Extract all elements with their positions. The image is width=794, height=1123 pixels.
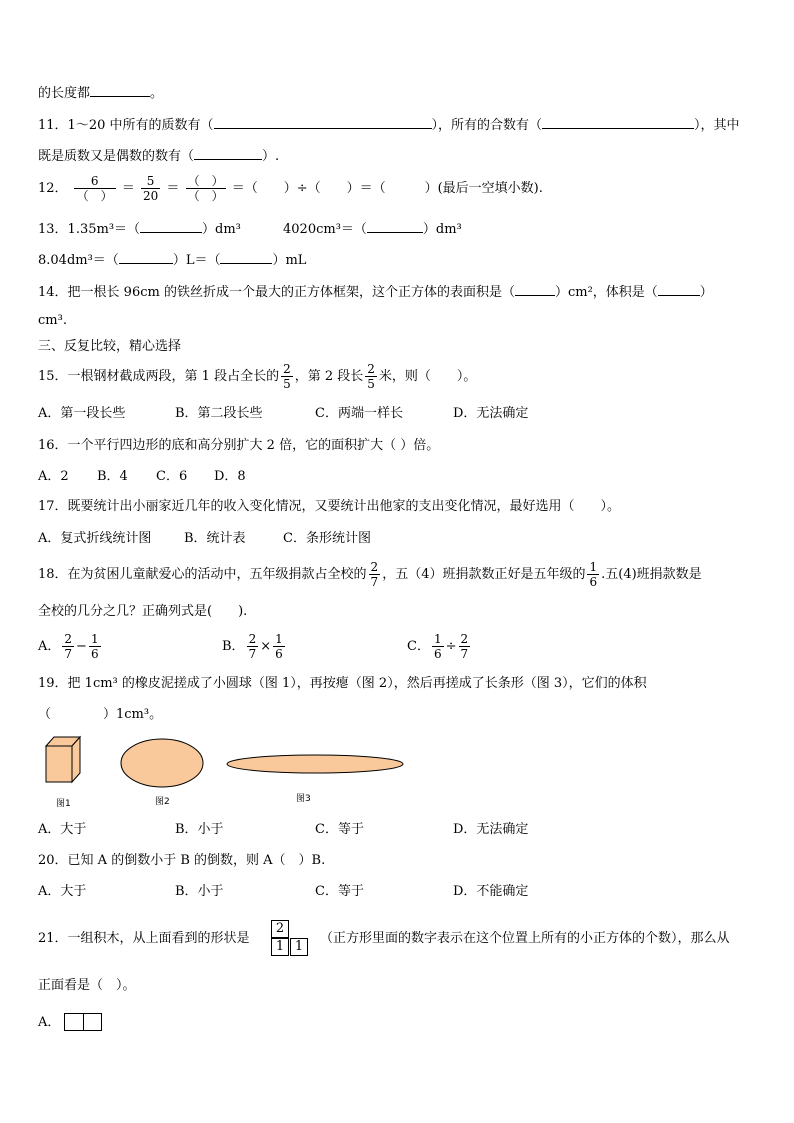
option-c[interactable]: C．等于 bbox=[315, 822, 364, 837]
option-b[interactable]: B．小于 bbox=[175, 884, 224, 899]
answer-blank[interactable] bbox=[515, 281, 555, 296]
figure-shapes bbox=[40, 732, 410, 792]
figure-caption: 图1 bbox=[56, 799, 71, 809]
option-a[interactable]: A．复式折线统计图 bbox=[38, 531, 152, 546]
option-a[interactable]: A．大于 bbox=[38, 884, 87, 899]
top-view-cell: 1 bbox=[271, 938, 289, 956]
option-b[interactable]: B．4 bbox=[97, 469, 128, 484]
q10-tail: 的长度都 。 bbox=[38, 82, 163, 103]
long-strip-figure bbox=[227, 755, 403, 773]
fraction: $\frac{( )}{( )}$ bbox=[187, 174, 224, 203]
answer-blank[interactable] bbox=[119, 249, 173, 264]
section-heading: 三、反复比较，精心选择 bbox=[38, 339, 182, 354]
fraction: $\frac{2}{5}$ bbox=[367, 362, 375, 391]
option-b[interactable]: B．统计表 bbox=[184, 531, 246, 546]
option-d[interactable]: D．8 bbox=[214, 469, 246, 484]
top-view-cell: 2 bbox=[271, 920, 289, 938]
answer-blank[interactable] bbox=[214, 114, 432, 129]
answer-blank[interactable] bbox=[220, 249, 272, 264]
fraction: $\frac{5}{20}$ bbox=[142, 174, 159, 203]
question-16: 16．一个平行四边形的底和高分别扩大 2 倍，它的面积扩大（ ）倍。 bbox=[38, 438, 440, 453]
question-13c: 8.04dm³＝（ ）L＝（ ）mL bbox=[38, 249, 306, 270]
option-c[interactable]: C．等于 bbox=[315, 884, 364, 899]
flattened-ball-figure bbox=[121, 739, 203, 787]
fraction: $\frac{2}{7}$ bbox=[370, 560, 379, 589]
option-a[interactable]: A． bbox=[38, 1015, 61, 1030]
answer-blank[interactable] bbox=[140, 218, 202, 233]
question-11-cont: 既是质数又是偶数的数有（ ）. bbox=[38, 145, 279, 166]
question-20: 20．已知 A 的倒数小于 B 的倒数，则 A（ ）B. bbox=[38, 853, 326, 868]
option-b[interactable]: B． $\frac{2}{7}$ × $\frac{1}{6}$ bbox=[222, 632, 283, 661]
option-d[interactable]: D．不能确定 bbox=[453, 884, 529, 899]
front-view-cell bbox=[83, 1013, 102, 1031]
fraction: $\frac{1}{6}$ bbox=[589, 560, 598, 589]
option-a[interactable]: A．2 bbox=[38, 469, 69, 484]
option-c[interactable]: C．6 bbox=[156, 469, 188, 484]
option-c[interactable]: C．条形统计图 bbox=[283, 531, 371, 546]
figure-caption: 图2 bbox=[155, 797, 170, 807]
option-c[interactable]: C．两端一样长 bbox=[315, 406, 403, 421]
top-view-cell: 1 bbox=[290, 938, 308, 956]
option-d[interactable]: D．无法确定 bbox=[453, 822, 529, 837]
question-15: 15．一根钢材截成两段，第 1 段占全长的 $\frac{2}{5}$ ，第 2 段长 $\frac{2}{5}$ 米，则（ ）。 bbox=[38, 362, 477, 391]
question-18: 18．在为贫困儿童献爱心的活动中，五年级捐款占全校的 $\frac{2}{7}$ ，五（4）班捐款数正好是五年级的 $\frac{1}{6}$ .五(4)班捐款数是 bbox=[38, 560, 702, 589]
answer-blank[interactable] bbox=[194, 145, 262, 160]
question-13b: 4020cm³＝（ ）dm³ bbox=[283, 218, 462, 239]
option-c[interactable]: C． $\frac{1}{6}$ ÷ $\frac{2}{7}$ bbox=[407, 632, 469, 661]
option-a[interactable]: A．第一段长些 bbox=[38, 406, 126, 421]
question-12: 12． $\frac{6}{( )}$ ＝ $\frac{5}{20}$ ＝ $\frac{( )}{( )}$ ＝（ ）÷（ ）＝（ ）(最后一空填小数). bbox=[38, 174, 543, 203]
answer-blank[interactable] bbox=[658, 281, 700, 296]
question-21-desc: （正方形里面的数字表示在这个位置上所有的小正方体的个数），那么从 bbox=[320, 931, 730, 946]
question-19-cont: （ ）1cm³。 bbox=[38, 707, 163, 722]
option-d[interactable]: D．无法确定 bbox=[453, 406, 529, 421]
question-11: 11．1～20 中所有的质数有（ ），所有的合数有（ ），其中 bbox=[38, 114, 740, 135]
fraction: $\frac{6}{( )}$ bbox=[74, 174, 116, 203]
question-17: 17．既要统计出小丽家近几年的收入变化情况，又要统计出他家的支出变化情况，最好选用（ ）。 bbox=[38, 499, 621, 514]
question-21-cont: 正面看是（ ）。 bbox=[38, 978, 136, 993]
answer-blank[interactable] bbox=[367, 218, 423, 233]
option-a[interactable]: A． $\frac{2}{7}$ − $\frac{1}{6}$ bbox=[38, 632, 99, 661]
option-a[interactable]: A．大于 bbox=[38, 822, 87, 837]
option-b[interactable]: B．第二段长些 bbox=[175, 406, 263, 421]
question-14: 14．把一根长 96cm 的铁丝折成一个最大的正方体框架，这个正方体的表面积是（ ）cm²，体积是（ ） bbox=[38, 281, 713, 302]
question-14-cont: cm³. bbox=[38, 313, 67, 328]
answer-blank[interactable] bbox=[90, 82, 150, 97]
question-13: 13．1.35m³＝（ ）dm³ bbox=[38, 218, 241, 239]
question-19: 19．把 1cm³ 的橡皮泥搓成了小圆球（图 1），再按瘪（图 2），然后再搓成了长条形（图 3），它们的体积 bbox=[38, 676, 647, 691]
cube-figure bbox=[46, 737, 80, 782]
question-21: 21．一组积木，从上面看到的形状是 bbox=[38, 931, 250, 946]
option-b[interactable]: B．小于 bbox=[175, 822, 224, 837]
question-18-cont: 全校的几分之几？正确列式是( ). bbox=[38, 604, 248, 619]
figure-caption: 图3 bbox=[296, 794, 311, 804]
answer-blank[interactable] bbox=[542, 114, 694, 129]
front-view-cell bbox=[64, 1013, 84, 1031]
fraction: $\frac{2}{5}$ bbox=[283, 362, 291, 391]
